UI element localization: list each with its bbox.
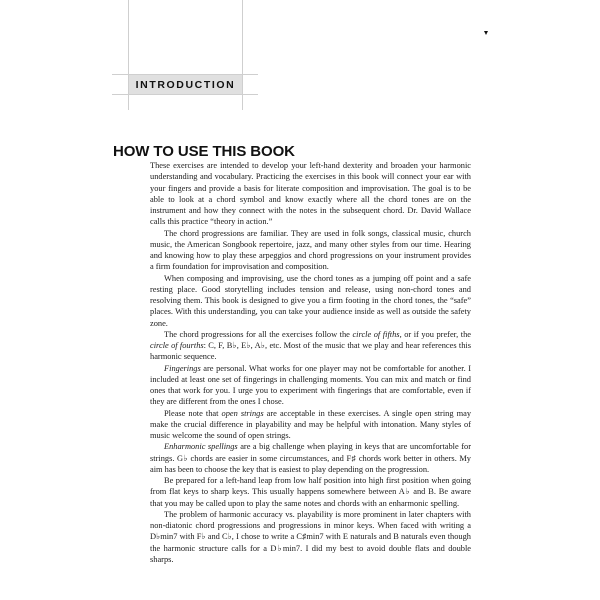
text-run: : C, F, B♭, E♭, A♭, etc. Most of the music that we play and hear references this harmonic sequence.: [150, 341, 471, 362]
paragraph: [150, 273, 471, 329]
emphasis-text: Enharmonic spellings: [164, 442, 238, 452]
section-heading: HOW TO USE THIS BOOK: [113, 143, 295, 160]
emphasis-text: Fingerings: [164, 363, 201, 373]
emphasis-text: circle of fourths: [150, 341, 204, 350]
paragraph: [150, 363, 471, 408]
text-run: are a big challenge when playing in keys that are uncomfortable for strings. G♭ chords are easier in some circumstances, and F♯ chords work better in others. My aim has been to choose the key that is easiest to play depending on the progression.: [150, 442, 471, 474]
text-run: These exercises are intended to develop your left-hand dexterity and broaden your harmonic understanding and vocabulary. Practicing the exercises in this book will connect your ear with your fingers and provide a basis for literate composition and improvisation. The goal is to be able to look at a chord symbol and know exactly where all the chord tones are on the instrument and how they connect with the notes in the subsequent chord. Dr. David Wallace calls this practice “theory in action.”: [150, 161, 471, 227]
paragraph: [150, 329, 471, 363]
text-run: Be prepared for a left-hand leap from low half position into high first position when going from flat keys to sharp keys. This usually happens somewhere between A♭ and B. Be aware that you may be called upon to play the same notes and chords with an enharmonic spelling.: [150, 476, 471, 508]
paragraph: [150, 228, 471, 273]
crop-guide-bottom: [112, 94, 258, 95]
body-text: [150, 160, 471, 565]
text-run: The chord progressions are familiar. They are used in folk songs, classical music, church music, the American Songbook repertoire, jazz, and many other styles from our time. Hearing and knowing how to play these arpeggios and chord progressions on your instrument provides a firm foundation for improvisation and composition.: [150, 228, 471, 272]
text-run: The problem of harmonic accuracy vs. playability is more prominent in later chapters with non-diatonic chord progressions and progressions in minor keys. When faced with writing a D♭min7 with F♭ and C♭, I chose to write a C♯min7 with E naturals and B naturals even though the harmonic structure calls for a D♭min7. I did my best to avoid double flats and double sharps.: [150, 509, 471, 564]
emphasis-text: open strings: [221, 408, 264, 418]
text-run: , or if you prefer, the: [399, 329, 471, 339]
paragraph: [150, 509, 471, 565]
text-run: When composing and improvising, use the chord tones as a jumping off point and a safe resting place. Good storytelling includes tension and release, using non-chord tones and resolving them. This book is designed to give you a firm footing in the chord tones, the “safe” places. With this understanding, you can take your audience inside as well as outside the safety zone.: [150, 273, 471, 328]
text-run: are personal. What works for one player may not be comfortable for another. I included at least one set of fingerings in challenging moments. You can mix and match or find ones that work for you. I urge you to experiment with fingerings that are comfortable, even if they are different from the ones I chose.: [150, 363, 471, 407]
text-run: Please note that: [164, 408, 222, 418]
text-run: are acceptable in these exercises. A single open string may make the crucial difference in playability and may be helpful with intonation. Many styles of music welcome the sound of open strings.: [150, 408, 472, 440]
text-run: The chord progressions for all the exercises follow the: [164, 329, 353, 339]
paragraph: [150, 160, 471, 228]
paragraph: [150, 475, 471, 509]
paragraph: [150, 408, 471, 442]
triangle-down-icon: [484, 31, 488, 35]
emphasis-text: circle of fifths: [352, 329, 400, 339]
paragraph: [150, 441, 471, 475]
chapter-label: INTRODUCTION: [129, 75, 242, 94]
